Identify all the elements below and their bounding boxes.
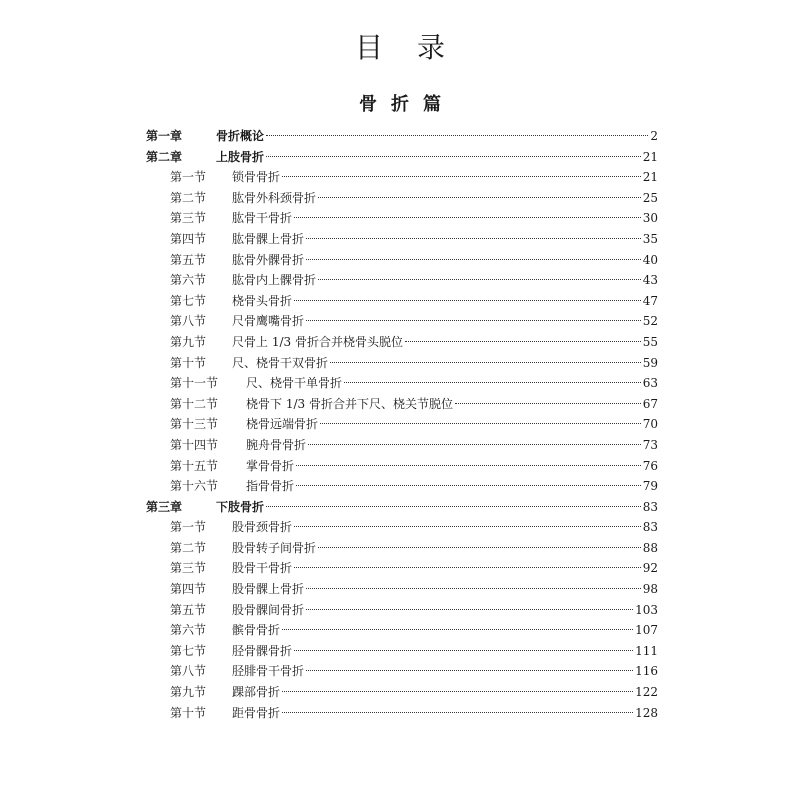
- toc-section-entry[interactable]: [146, 661, 658, 682]
- section-page-number: 92: [642, 561, 658, 576]
- dot-leader: [306, 319, 641, 321]
- section-title: 肱骨髁上骨折: [232, 231, 305, 246]
- toc-section-entry[interactable]: [146, 476, 658, 497]
- toc-section-entry[interactable]: [146, 167, 658, 188]
- toc-chapter-entry[interactable]: [146, 497, 658, 518]
- toc-section-entry[interactable]: [146, 682, 658, 703]
- dot-leader: [306, 237, 641, 239]
- dot-leader: [266, 134, 648, 136]
- chapter-page-number: 83: [642, 499, 658, 514]
- dot-leader: [266, 155, 641, 157]
- section-page-number: 111: [635, 643, 658, 658]
- section-page-number: 79: [642, 479, 658, 494]
- section-title: 股骨转子间骨折: [232, 540, 317, 555]
- dot-leader: [294, 216, 641, 218]
- section-page-number: 55: [642, 334, 658, 349]
- dot-leader: [344, 381, 641, 383]
- section-number: 第九节: [170, 334, 207, 349]
- toc-section-entry[interactable]: [146, 414, 658, 435]
- dot-leader: [318, 278, 641, 280]
- toc-section-entry[interactable]: [146, 188, 658, 209]
- section-number: 第六节: [170, 623, 207, 638]
- toc-section-entry[interactable]: [146, 311, 658, 332]
- chapter-title: 上肢骨折: [216, 149, 265, 164]
- section-number: 第十二节: [170, 396, 219, 411]
- section-title: 胫骨髁骨折: [232, 643, 293, 658]
- section-title: 肱骨外髁骨折: [232, 252, 305, 267]
- dot-leader: [282, 628, 633, 630]
- section-title: 股骨干骨折: [232, 561, 293, 576]
- dot-leader: [294, 299, 641, 301]
- toc-section-entry[interactable]: [146, 373, 658, 394]
- dot-leader: [294, 566, 641, 568]
- section-number: 第五节: [170, 602, 207, 617]
- section-title: 尺骨上 1/3 骨折合并桡骨头脱位: [232, 334, 403, 349]
- section-title: 股骨髁间骨折: [232, 602, 305, 617]
- dot-leader: [294, 649, 633, 651]
- section-number: 第八节: [170, 664, 207, 679]
- section-number: 第四节: [170, 582, 207, 597]
- dot-leader: [282, 175, 641, 177]
- chapter-number: 第二章: [146, 149, 183, 164]
- section-title: 肱骨内上髁骨折: [232, 273, 317, 288]
- section-title: 指骨骨折: [246, 479, 295, 494]
- dot-leader: [296, 484, 641, 486]
- section-number: 第九节: [170, 685, 207, 700]
- chapter-number: 第三章: [146, 499, 183, 514]
- section-title: 股骨髁上骨折: [232, 582, 305, 597]
- toc-section-entry[interactable]: [146, 538, 658, 559]
- section-page-number: 67: [642, 396, 658, 411]
- dot-leader: [306, 608, 633, 610]
- dot-leader: [318, 196, 641, 198]
- section-number: 第二节: [170, 540, 207, 555]
- section-number: 第二节: [170, 190, 207, 205]
- section-title: 股骨颈骨折: [232, 520, 293, 535]
- section-number: 第四节: [170, 231, 207, 246]
- section-title: 肱骨干骨折: [232, 211, 293, 226]
- chapter-title: 下肢骨折: [216, 499, 265, 514]
- section-title: 尺骨鹰嘴骨折: [232, 314, 305, 329]
- section-number: 第六节: [170, 273, 207, 288]
- section-page-number: 63: [642, 376, 658, 391]
- section-title: 尺、桡骨干单骨折: [246, 376, 343, 391]
- toc-section-entry[interactable]: [146, 703, 658, 724]
- section-number: 第八节: [170, 314, 207, 329]
- section-number: 第三节: [170, 211, 207, 226]
- section-number: 第十六节: [170, 479, 219, 494]
- toc-section-entry[interactable]: [146, 353, 658, 374]
- section-number: 第十节: [170, 355, 207, 370]
- section-page-number: 98: [642, 582, 658, 597]
- toc-title: 目录: [354, 31, 479, 64]
- section-number: 第三节: [170, 561, 207, 576]
- section-page-number: 88: [642, 540, 658, 555]
- section-title: 踝部骨折: [232, 685, 281, 700]
- section-title: 胫腓骨干骨折: [232, 664, 305, 679]
- dot-leader: [282, 711, 633, 713]
- dot-leader: [330, 361, 641, 363]
- section-page-number: 25: [642, 190, 658, 205]
- chapter-page-number: 2: [650, 129, 658, 143]
- section-page-number: 103: [635, 602, 658, 617]
- part-title: 骨折篇: [359, 94, 455, 115]
- toc-section-entry[interactable]: [146, 620, 658, 641]
- toc-section-entry[interactable]: [146, 600, 658, 621]
- dot-leader: [294, 525, 641, 527]
- section-number: 第十节: [170, 705, 207, 720]
- chapter-page-number: 21: [642, 149, 658, 164]
- dot-leader: [308, 443, 641, 445]
- section-number: 第十三节: [170, 417, 219, 432]
- dot-leader: [282, 690, 633, 692]
- section-page-number: 76: [642, 458, 658, 473]
- toc-section-entry[interactable]: [146, 641, 658, 662]
- toc-section-entry[interactable]: [146, 394, 658, 415]
- section-page-number: 30: [642, 211, 658, 226]
- toc-section-entry[interactable]: [146, 291, 658, 312]
- section-number: 第七节: [170, 643, 207, 658]
- section-title: 桡骨头骨折: [232, 293, 293, 308]
- section-page-number: 122: [635, 685, 658, 700]
- section-number: 第七节: [170, 293, 207, 308]
- toc-chapter-entry[interactable]: [146, 126, 658, 147]
- section-title: 桡骨下 1/3 骨折合并下尺、桡关节脱位: [246, 396, 453, 411]
- section-title: 锁骨骨折: [232, 170, 281, 185]
- section-title: 尺、桡骨干双骨折: [232, 355, 329, 370]
- dot-leader: [318, 546, 641, 548]
- section-number: 第一节: [170, 520, 207, 535]
- section-title: 腕舟骨骨折: [246, 437, 307, 452]
- dot-leader: [455, 402, 641, 404]
- section-page-number: 35: [642, 231, 658, 246]
- section-number: 第十五节: [170, 458, 219, 473]
- section-title: 肱骨外科颈骨折: [232, 190, 317, 205]
- toc-section-entry[interactable]: [146, 558, 658, 579]
- toc-section-entry[interactable]: [146, 456, 658, 477]
- section-page-number: 70: [642, 417, 658, 432]
- section-page-number: 107: [635, 623, 658, 638]
- dot-leader: [320, 422, 641, 424]
- dot-leader: [306, 587, 641, 589]
- section-number: 第五节: [170, 252, 207, 267]
- chapter-title: 骨折概论: [216, 129, 265, 143]
- section-page-number: 47: [642, 293, 658, 308]
- section-page-number: 43: [642, 273, 658, 288]
- chapter-number: 第一章: [146, 129, 183, 143]
- toc-section-entry[interactable]: [146, 250, 658, 271]
- section-page-number: 52: [642, 314, 658, 329]
- dot-leader: [306, 258, 641, 260]
- section-number: 第一节: [170, 170, 207, 185]
- section-title: 距骨骨折: [232, 705, 281, 720]
- dot-leader: [296, 464, 641, 466]
- toc-section-entry[interactable]: [146, 435, 658, 456]
- section-title: 桡骨远端骨折: [246, 417, 319, 432]
- toc-section-entry[interactable]: [146, 517, 658, 538]
- toc-section-entry[interactable]: [146, 208, 658, 229]
- toc-section-entry[interactable]: [146, 332, 658, 353]
- section-page-number: 73: [642, 437, 658, 452]
- section-number: 第十四节: [170, 437, 219, 452]
- section-number: 第十一节: [170, 376, 219, 391]
- section-title: 掌骨骨折: [246, 458, 295, 473]
- section-page-number: 59: [642, 355, 658, 370]
- toc-list: [146, 126, 658, 723]
- section-page-number: 116: [635, 664, 658, 679]
- section-page-number: 21: [642, 170, 658, 185]
- dot-leader: [405, 340, 641, 342]
- toc-chapter-entry[interactable]: [146, 147, 658, 168]
- section-page-number: 83: [642, 520, 658, 535]
- toc-section-entry[interactable]: [146, 229, 658, 250]
- toc-section-entry[interactable]: [146, 579, 658, 600]
- dot-leader: [306, 669, 633, 671]
- section-page-number: 128: [635, 705, 658, 720]
- section-page-number: 40: [642, 252, 658, 267]
- toc-section-entry[interactable]: [146, 270, 658, 291]
- section-title: 髌骨骨折: [232, 623, 281, 638]
- dot-leader: [266, 505, 641, 507]
